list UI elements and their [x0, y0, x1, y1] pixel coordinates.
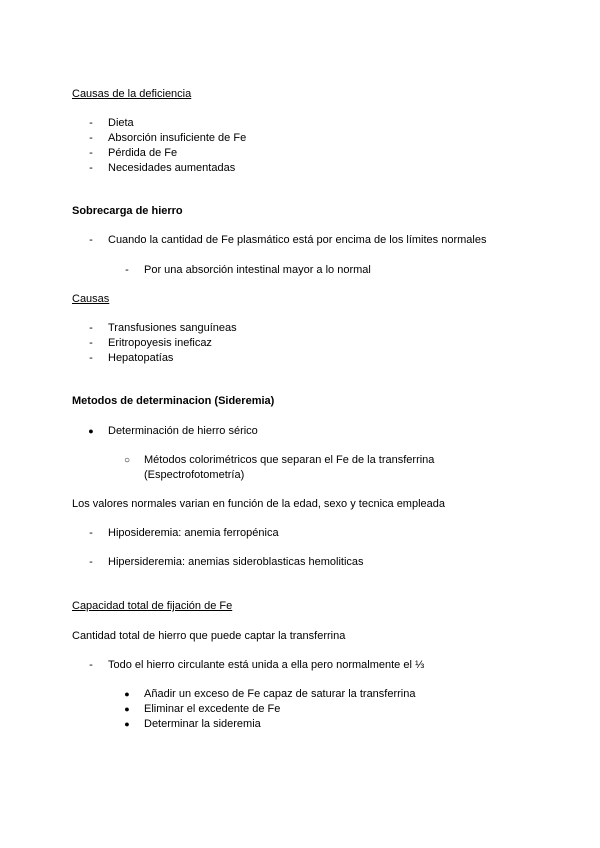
list-item: Transfusiones sanguíneas [108, 322, 237, 334]
list-item: Eritropoyesis ineficaz [108, 337, 212, 349]
dash-marker: - [89, 352, 93, 364]
list-subitem: Determinar la sideremia [144, 718, 261, 730]
dash-marker: - [89, 337, 93, 349]
paragraph: Los valores normales varian en función de la edad, sexo y tecnica empleada [72, 498, 446, 510]
dash-marker: - [89, 659, 93, 671]
dash-marker: - [89, 162, 93, 174]
list-subitem: Por una absorción intestinal mayor a lo normal [144, 264, 371, 276]
list-item: Hiposideremia: anemia ferropénica [108, 527, 279, 539]
list-item: Hepatopatías [108, 352, 174, 364]
list-item: Necesidades aumentadas [108, 162, 236, 174]
heading-metodos: Metodos de determinacion (Sideremia) [72, 395, 275, 407]
list-subitem: Añadir un exceso de Fe capaz de saturar la transferrina [144, 688, 416, 700]
dash-marker: - [125, 264, 129, 276]
list-item: Determinación de hierro sérico [108, 425, 258, 437]
dash-marker: - [89, 527, 93, 539]
dash-marker: - [89, 117, 93, 129]
heading-sobrecarga: Sobrecarga de hierro [72, 205, 183, 217]
list-item: Pérdida de Fe [108, 147, 178, 159]
list-subitem-continuation: (Espectrofotometría) [144, 469, 245, 481]
dash-marker: - [89, 132, 93, 144]
list-item: Absorción insuficiente de Fe [108, 132, 247, 144]
bullet-marker: ● [124, 719, 130, 729]
bullet-marker: ● [124, 704, 130, 714]
dash-marker: - [89, 322, 93, 334]
list-subitem: Métodos colorimétricos que separan el Fe de la transferrina [144, 454, 435, 466]
heading-capacidad: Capacidad total de fijación de Fe [72, 600, 233, 612]
dash-marker: - [89, 234, 93, 246]
list-item: Cuando la cantidad de Fe plasmático está por encima de los límites normales [108, 234, 487, 246]
heading-causas-deficiencia: Causas de la deficiencia [72, 88, 192, 100]
circle-marker: ○ [123, 455, 131, 466]
list-item: Dieta [108, 117, 134, 129]
dash-marker: - [89, 147, 93, 159]
bullet-marker: ● [88, 426, 94, 436]
paragraph: Cantidad total de hierro que puede captar la transferrina [72, 630, 346, 642]
heading-causas: Causas [72, 293, 110, 305]
list-item: Hipersideremia: anemias sideroblasticas hemoliticas [108, 556, 364, 568]
dash-marker: - [89, 556, 93, 568]
bullet-marker: ● [124, 689, 130, 699]
list-item: Todo el hierro circulante está unida a ella pero normalmente el ⅓ [108, 659, 425, 671]
list-subitem: Eliminar el excedente de Fe [144, 703, 281, 715]
